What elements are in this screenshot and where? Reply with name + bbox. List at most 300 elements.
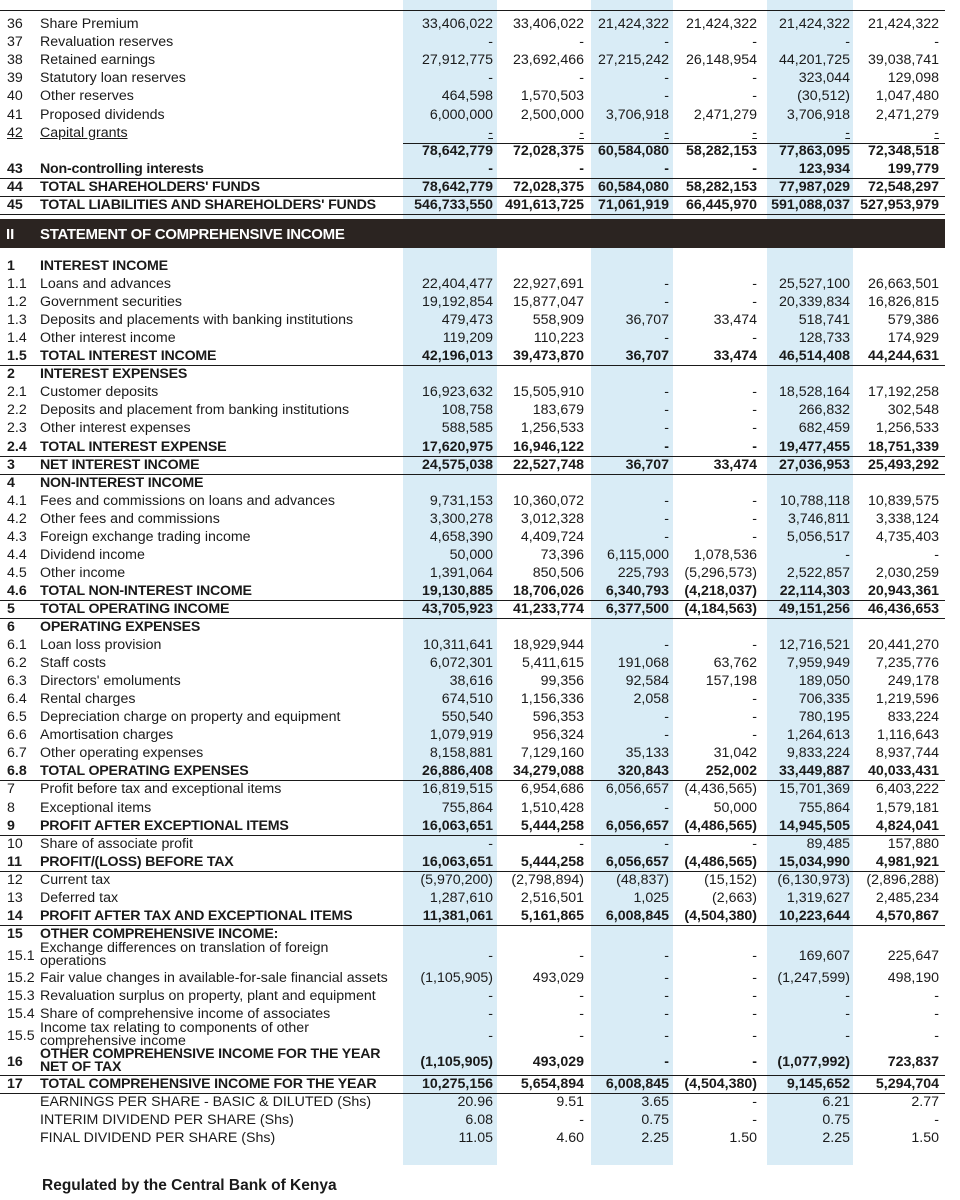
table-row: [0, 818, 960, 835]
value-col-5: 9,833,224: [786, 745, 850, 762]
value-col-5: 6.21: [822, 1094, 850, 1111]
value-col-6: 2,471,279: [875, 106, 939, 123]
value-col-5: 25,527,100: [778, 276, 850, 293]
row-number: 1: [7, 258, 15, 274]
value-col-4: (4,486,565): [684, 853, 757, 870]
row-number: 9: [7, 817, 15, 834]
row-label: Staff costs: [40, 655, 106, 672]
value-col-3: 36,707: [625, 312, 669, 329]
value-col-6: 4,824,041: [875, 817, 939, 834]
value-col-5: 44,201,725: [778, 52, 850, 69]
value-col-3: 6,056,657: [605, 781, 669, 798]
value-col-5: 0.75: [822, 1112, 850, 1129]
table-row: [0, 637, 960, 654]
value-col-5: -: [845, 1028, 850, 1045]
value-col-6: 5,294,704: [875, 1076, 939, 1093]
table-row: [0, 493, 960, 510]
row-label: Proposed dividends: [40, 106, 165, 123]
value-col-2: -: [579, 160, 584, 177]
value-col-5: 169,607: [798, 947, 850, 964]
row-number: 6.7: [7, 745, 27, 762]
value-col-6: 1,116,643: [876, 727, 939, 744]
row-number: 15.2: [7, 969, 35, 986]
row-number: 15: [7, 925, 23, 942]
value-col-4: -: [752, 510, 757, 527]
value-col-4: -: [752, 384, 757, 401]
row-number: 6.5: [7, 709, 27, 726]
table-row: [0, 34, 960, 51]
value-col-1: 3,300,278: [429, 510, 493, 527]
row-label: Exchange differences on translation of foreign operations: [40, 939, 329, 969]
value-col-3: 60,584,080: [597, 178, 669, 195]
value-col-6: 6,403,222: [875, 781, 939, 798]
value-col-5: 10,223,644: [778, 907, 850, 924]
table-row: [0, 366, 960, 383]
value-col-4: -: [752, 1006, 757, 1022]
row-label: Rental charges: [40, 691, 136, 708]
row-number: 13: [7, 889, 23, 906]
value-col-4: 66,445,970: [685, 197, 757, 213]
table-row: [0, 1046, 960, 1076]
value-col-2: 18,929,944: [512, 637, 584, 654]
table-row: [0, 547, 960, 564]
value-col-1: 1,079,919: [429, 727, 493, 744]
value-col-4: -: [752, 637, 757, 654]
table-row: [0, 1112, 960, 1129]
value-col-2: 9.51: [556, 1094, 584, 1111]
table-row: [0, 330, 960, 347]
row-number: 12: [7, 871, 23, 888]
value-col-3: 60,584,080: [597, 142, 669, 159]
value-col-4: (4,486,565): [684, 817, 757, 834]
value-col-6: 199,779: [887, 160, 939, 177]
value-col-2: 4,409,724: [520, 528, 584, 545]
value-col-1: 8,158,881: [429, 745, 493, 762]
value-col-1: -: [488, 835, 493, 852]
row-label: PROFIT AFTER EXCEPTIONAL ITEMS: [40, 817, 289, 834]
row-number: 41: [7, 106, 23, 123]
value-col-3: -: [664, 799, 669, 816]
table-row: [0, 1130, 960, 1147]
value-col-1: 10,311,641: [423, 637, 493, 654]
row-label: Fair value changes in available-for-sale financial assets: [40, 969, 388, 986]
value-col-2: 22,927,691: [512, 276, 584, 293]
regulator-footer: Regulated by the Central Bank of Kenya: [42, 1177, 337, 1194]
row-number: 1.2: [7, 294, 27, 311]
row-number: 42: [7, 124, 23, 141]
value-col-3: -: [664, 1006, 669, 1022]
row-number: 7: [7, 781, 15, 798]
value-col-5: 123,934: [798, 160, 850, 177]
value-col-6: 2,485,234: [875, 889, 939, 906]
value-col-1: 588,585: [441, 420, 493, 437]
value-col-6: 20,441,270: [867, 637, 939, 654]
value-col-3: -: [664, 294, 669, 311]
value-col-6: 20,943,361: [867, 582, 939, 599]
value-col-4: 33,474: [713, 312, 757, 329]
table-row: [0, 402, 960, 419]
value-col-3: -: [664, 330, 669, 347]
row-label: Other fees and commissions: [40, 510, 220, 527]
value-col-3: -: [664, 1054, 669, 1071]
value-col-1: (1,105,905): [420, 1054, 493, 1071]
value-col-6: -: [934, 34, 939, 51]
row-number: 40: [7, 88, 23, 105]
value-col-1: (5,970,200): [420, 871, 493, 888]
value-col-3: -: [664, 124, 669, 141]
value-col-2: 5,654,894: [520, 1076, 584, 1093]
row-number: 6.3: [7, 673, 27, 690]
value-col-1: 6,072,301: [429, 655, 493, 672]
value-col-2: -: [579, 124, 584, 141]
row-number: 6.1: [7, 637, 27, 654]
value-col-5: (1,077,992): [777, 1054, 850, 1071]
row-number: 5: [7, 600, 15, 617]
value-col-1: 9,731,153: [429, 492, 493, 509]
value-col-4: -: [752, 124, 757, 141]
value-col-4: (4,184,563): [684, 600, 757, 617]
table-row: [0, 800, 960, 817]
table-row: [0, 1076, 960, 1093]
value-col-3: -: [664, 276, 669, 293]
value-col-2: -: [579, 1006, 584, 1022]
row-label: Dividend income: [40, 546, 145, 563]
section-number: II: [6, 226, 15, 243]
row-label: PROFIT AFTER TAX AND EXCEPTIONAL ITEMS: [40, 907, 353, 924]
value-col-3: 2,058: [633, 691, 669, 708]
table-row: [0, 179, 960, 196]
table-row: [0, 125, 960, 142]
value-col-3: 0.75: [641, 1112, 669, 1129]
row-number: 43: [7, 160, 23, 177]
value-col-2: 41,233,774: [512, 600, 584, 617]
row-label: Capital grants: [40, 124, 128, 141]
table-row: [0, 294, 960, 311]
table-row: [0, 619, 960, 636]
value-col-1: 6.08: [465, 1112, 493, 1129]
value-col-3: (48,837): [616, 871, 669, 888]
table-row: [0, 420, 960, 437]
value-col-3: -: [664, 402, 669, 419]
value-col-6: 157,880: [887, 835, 939, 852]
value-col-1: 78,642,779: [421, 178, 493, 195]
table-row: [0, 709, 960, 726]
row-label: TOTAL OPERATING INCOME: [40, 600, 230, 617]
value-col-6: -: [934, 546, 939, 563]
value-col-1: 22,404,477: [421, 276, 493, 293]
value-col-6: 16,826,815: [867, 294, 939, 311]
value-col-2: (2,798,894): [511, 871, 584, 888]
row-label: Statutory loan reserves: [40, 70, 186, 87]
table-row: [0, 1094, 960, 1111]
value-col-1: -: [488, 124, 493, 141]
value-col-4: 21,424,322: [685, 16, 757, 32]
table-row: [0, 583, 960, 600]
value-col-6: 1,256,533: [875, 420, 939, 437]
value-col-4: -: [752, 987, 757, 1004]
row-number: 16: [7, 1054, 23, 1071]
value-col-4: -: [752, 276, 757, 293]
value-col-5: 20,339,834: [778, 294, 850, 311]
table-row: [0, 781, 960, 798]
value-col-3: 36,707: [625, 348, 669, 365]
value-col-5: 189,050: [798, 673, 850, 690]
value-col-5: 12,716,521: [778, 637, 850, 654]
value-col-5: 46,514,408: [778, 348, 850, 365]
row-number: 4.1: [7, 492, 27, 509]
value-col-4: -: [752, 1054, 757, 1071]
value-col-3: -: [664, 88, 669, 105]
value-col-3: 71,061,919: [597, 197, 669, 213]
value-col-5: 15,701,369: [778, 781, 850, 798]
value-col-3: 1,025: [633, 889, 669, 906]
table-row: [0, 312, 960, 329]
row-number: 15.5: [7, 1028, 35, 1045]
value-col-3: 35,133: [625, 745, 669, 762]
table-row: [0, 988, 960, 1005]
value-col-2: -: [579, 1028, 584, 1045]
value-col-6: 129,098: [887, 70, 939, 87]
table-row: [0, 655, 960, 672]
row-label: Revaluation reserves: [40, 34, 174, 51]
value-col-1: -: [488, 1028, 493, 1045]
value-col-4: 58,282,153: [685, 142, 757, 159]
value-col-6: -: [934, 1112, 939, 1129]
value-col-1: 16,063,651: [421, 817, 493, 834]
row-label: Profit before tax and exceptional items: [40, 781, 282, 798]
value-col-4: -: [752, 709, 757, 726]
value-col-2: -: [579, 835, 584, 852]
row-number: 14: [7, 907, 23, 924]
value-col-1: 464,598: [441, 88, 493, 105]
value-col-6: 302,548: [887, 402, 939, 419]
value-col-6: 10,839,575: [867, 492, 939, 509]
table-row: [0, 511, 960, 528]
row-label: Fees and commissions on loans and advances: [40, 492, 335, 509]
row-label: Loans and advances: [40, 276, 171, 293]
value-col-5: 2.25: [822, 1130, 850, 1147]
row-number: 4: [7, 474, 15, 491]
value-col-2: 10,360,072: [512, 492, 584, 509]
value-col-3: 6,056,657: [605, 853, 669, 870]
row-number: 4.2: [7, 510, 27, 527]
value-col-2: 558,909: [532, 312, 584, 329]
table-row: [0, 348, 960, 365]
value-col-2: 110,223: [533, 330, 584, 347]
value-col-6: 249,178: [887, 673, 939, 690]
value-col-3: 225,793: [617, 564, 669, 581]
value-col-3: 191,068: [617, 655, 669, 672]
value-col-5: 128,733: [798, 330, 850, 347]
row-label: Deposits and placements with banking institutions: [40, 312, 354, 329]
row-label: Other income: [40, 564, 126, 581]
value-col-1: 19,130,885: [421, 582, 493, 599]
value-col-1: -: [488, 1006, 493, 1022]
value-col-2: 6,954,686: [520, 781, 584, 798]
value-col-2: 34,279,088: [512, 763, 584, 780]
value-col-4: 1.50: [729, 1130, 757, 1147]
value-col-5: 2,522,857: [786, 564, 850, 581]
value-col-5: 518,741: [798, 312, 850, 329]
row-label: Customer deposits: [40, 384, 159, 401]
value-col-3: -: [664, 510, 669, 527]
value-col-6: 4,570,867: [875, 907, 939, 924]
value-col-5: 591,088,037: [771, 197, 850, 213]
value-col-6: -: [934, 1006, 939, 1022]
value-col-6: 527,953,979: [860, 197, 939, 213]
table-row: [0, 70, 960, 87]
value-col-6: -: [934, 124, 939, 141]
value-col-3: -: [664, 1028, 669, 1045]
row-number: 2.2: [7, 402, 27, 419]
value-col-1: 16,063,651: [421, 853, 493, 870]
value-col-2: 39,473,870: [512, 348, 584, 365]
value-col-5: 18,528,164: [778, 384, 850, 401]
table-row: [0, 107, 960, 124]
value-col-3: -: [664, 947, 669, 964]
value-col-5: 1,264,613: [786, 727, 850, 744]
value-col-2: 850,506: [532, 564, 584, 581]
value-col-1: 20.96: [457, 1094, 493, 1111]
value-col-3: 2.25: [641, 1130, 669, 1147]
value-col-6: 1,219,596: [875, 691, 939, 708]
value-col-4: 2,471,279: [693, 106, 757, 123]
value-col-3: -: [664, 384, 669, 401]
value-col-5: 15,034,990: [778, 853, 850, 870]
row-label: Other interest expenses: [40, 420, 191, 437]
row-label: TOTAL LIABILITIES AND SHAREHOLDERS' FUNDS: [40, 197, 376, 213]
value-col-2: 7,129,160: [520, 745, 584, 762]
value-col-5: 49,151,256: [778, 600, 850, 617]
value-col-5: 7,959,949: [786, 655, 850, 672]
value-col-1: 6,000,000: [429, 106, 493, 123]
row-number: 10: [7, 835, 23, 852]
value-col-3: 320,843: [617, 763, 669, 780]
value-col-4: -: [752, 294, 757, 311]
value-col-1: 755,864: [441, 799, 493, 816]
table-row: [0, 890, 960, 907]
row-label: Amortisation charges: [40, 727, 174, 744]
value-col-1: -: [488, 34, 493, 51]
row-number: 38: [7, 52, 23, 69]
value-col-2: 5,444,258: [520, 853, 584, 870]
value-col-5: 5,056,517: [786, 528, 850, 545]
value-col-2: 1,256,533: [520, 420, 584, 437]
section-title: STATEMENT OF COMPREHENSIVE INCOME: [40, 226, 345, 243]
row-label: Loan loss provision: [40, 637, 162, 654]
row-label: TOTAL COMPREHENSIVE INCOME FOR THE YEAR: [40, 1076, 377, 1093]
value-col-3: 6,008,845: [605, 907, 669, 924]
table-row: [0, 727, 960, 744]
value-col-4: (4,504,380): [684, 907, 757, 924]
table-row: [0, 691, 960, 708]
table-row: [0, 197, 960, 214]
row-label: Exceptional items: [40, 799, 152, 816]
row-label: NET INTEREST INCOME: [40, 456, 200, 473]
value-col-3: 6,377,500: [605, 600, 669, 617]
row-number: 1.3: [7, 312, 27, 329]
value-col-6: 225,647: [887, 947, 939, 964]
value-col-2: 16,946,122: [512, 438, 584, 455]
table-row: [0, 673, 960, 690]
table-row: [0, 854, 960, 871]
row-label: Directors' emoluments: [40, 673, 181, 690]
value-col-2: 1,156,336: [520, 691, 584, 708]
table-row: [0, 475, 960, 492]
row-number: 4.4: [7, 546, 27, 563]
row-number: 15.4: [7, 1006, 35, 1022]
row-label: Current tax: [40, 871, 111, 888]
value-col-1: 42,196,013: [421, 348, 493, 365]
value-col-2: 596,353: [532, 709, 584, 726]
section-header-bar: [0, 219, 945, 248]
value-col-4: -: [752, 691, 757, 708]
value-col-1: -: [488, 987, 493, 1004]
row-label: FINAL DIVIDEND PER SHARE (Shs): [40, 1130, 276, 1147]
value-col-4: -: [752, 528, 757, 545]
value-col-2: 99,356: [540, 673, 584, 690]
value-col-6: -: [934, 987, 939, 1004]
value-col-1: -: [488, 70, 493, 87]
value-col-5: 77,987,029: [778, 178, 850, 195]
row-label: Deferred tax: [40, 889, 119, 906]
value-col-5: 755,864: [798, 799, 850, 816]
table-row: [0, 161, 960, 178]
value-col-6: 498,190: [887, 969, 939, 986]
value-col-1: 43,705,923: [421, 600, 493, 617]
value-col-6: 18,751,339: [867, 438, 939, 455]
value-col-3: 27,215,242: [597, 52, 669, 69]
row-number: 39: [7, 70, 23, 87]
value-col-5: 10,788,118: [780, 492, 850, 509]
row-number: 8: [7, 799, 15, 816]
value-col-5: 3,706,918: [786, 106, 850, 123]
value-col-6: 4,735,403: [875, 528, 939, 545]
table-row: [0, 601, 960, 618]
value-col-5: 323,044: [798, 70, 850, 87]
value-col-5: 266,832: [798, 402, 850, 419]
value-col-1: 108,758: [441, 402, 493, 419]
value-col-6: 40,033,431: [867, 763, 939, 780]
value-col-6: 579,386: [887, 312, 939, 329]
value-col-6: 833,224: [887, 709, 939, 726]
row-number: 36: [7, 16, 23, 32]
value-col-2: 491,613,725: [505, 197, 584, 213]
value-col-1: 38,616: [449, 673, 493, 690]
value-col-4: (5,296,573): [684, 564, 757, 581]
value-col-4: -: [752, 1112, 757, 1129]
value-col-6: 1,047,480: [875, 88, 939, 105]
top-rule: [0, 10, 945, 11]
value-col-4: -: [752, 402, 757, 419]
table-row: [0, 745, 960, 762]
row-number: 1.5: [7, 348, 27, 365]
row-label: Share of comprehensive income of associates: [40, 1006, 331, 1022]
value-col-4: -: [752, 835, 757, 852]
row-label: TOTAL OPERATING EXPENSES: [40, 763, 249, 780]
value-col-3: 36,707: [625, 456, 669, 473]
value-col-1: 674,510: [441, 691, 493, 708]
row-number: 15.3: [7, 987, 35, 1004]
row-label: NON-INTEREST INCOME: [40, 474, 204, 491]
value-col-2: -: [579, 1112, 584, 1129]
row-number: 6: [7, 619, 15, 635]
value-col-4: 31,042: [713, 745, 757, 762]
value-col-4: 63,762: [713, 655, 757, 672]
value-col-4: 58,282,153: [685, 178, 757, 195]
value-col-3: -: [664, 160, 669, 177]
row-number: 1.4: [7, 330, 27, 347]
